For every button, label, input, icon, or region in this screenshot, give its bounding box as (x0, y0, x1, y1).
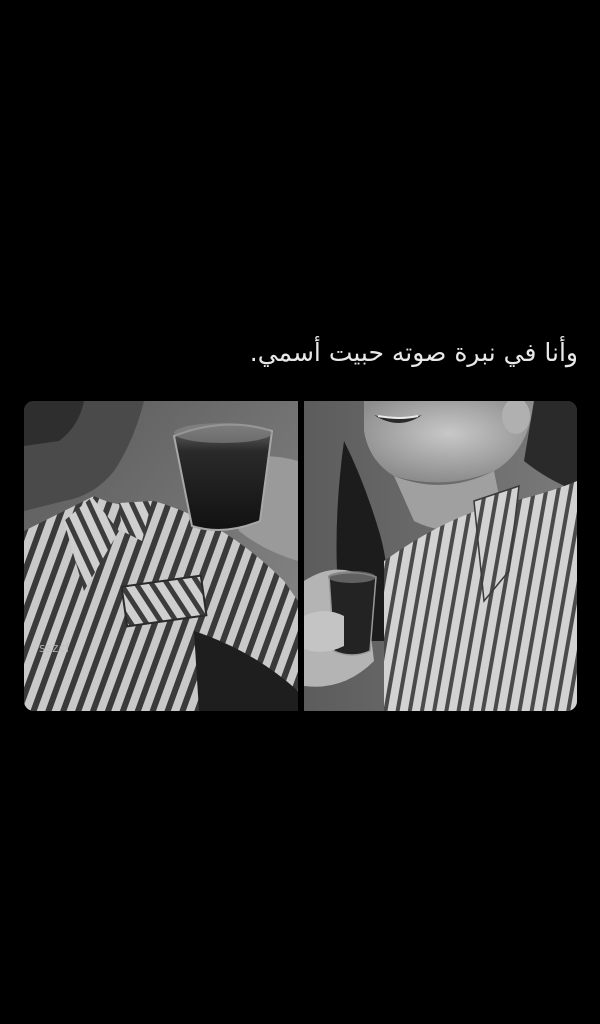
woman-drinking-tea-photo-icon (304, 401, 577, 711)
caption-text: وأنا في نبرة صوته حبيت أسمي. (249, 338, 578, 367)
photo-right (304, 401, 577, 711)
watermark-text: sszcl (39, 641, 70, 655)
man-drinking-tea-photo-icon (24, 401, 298, 711)
photo-left (24, 401, 298, 711)
